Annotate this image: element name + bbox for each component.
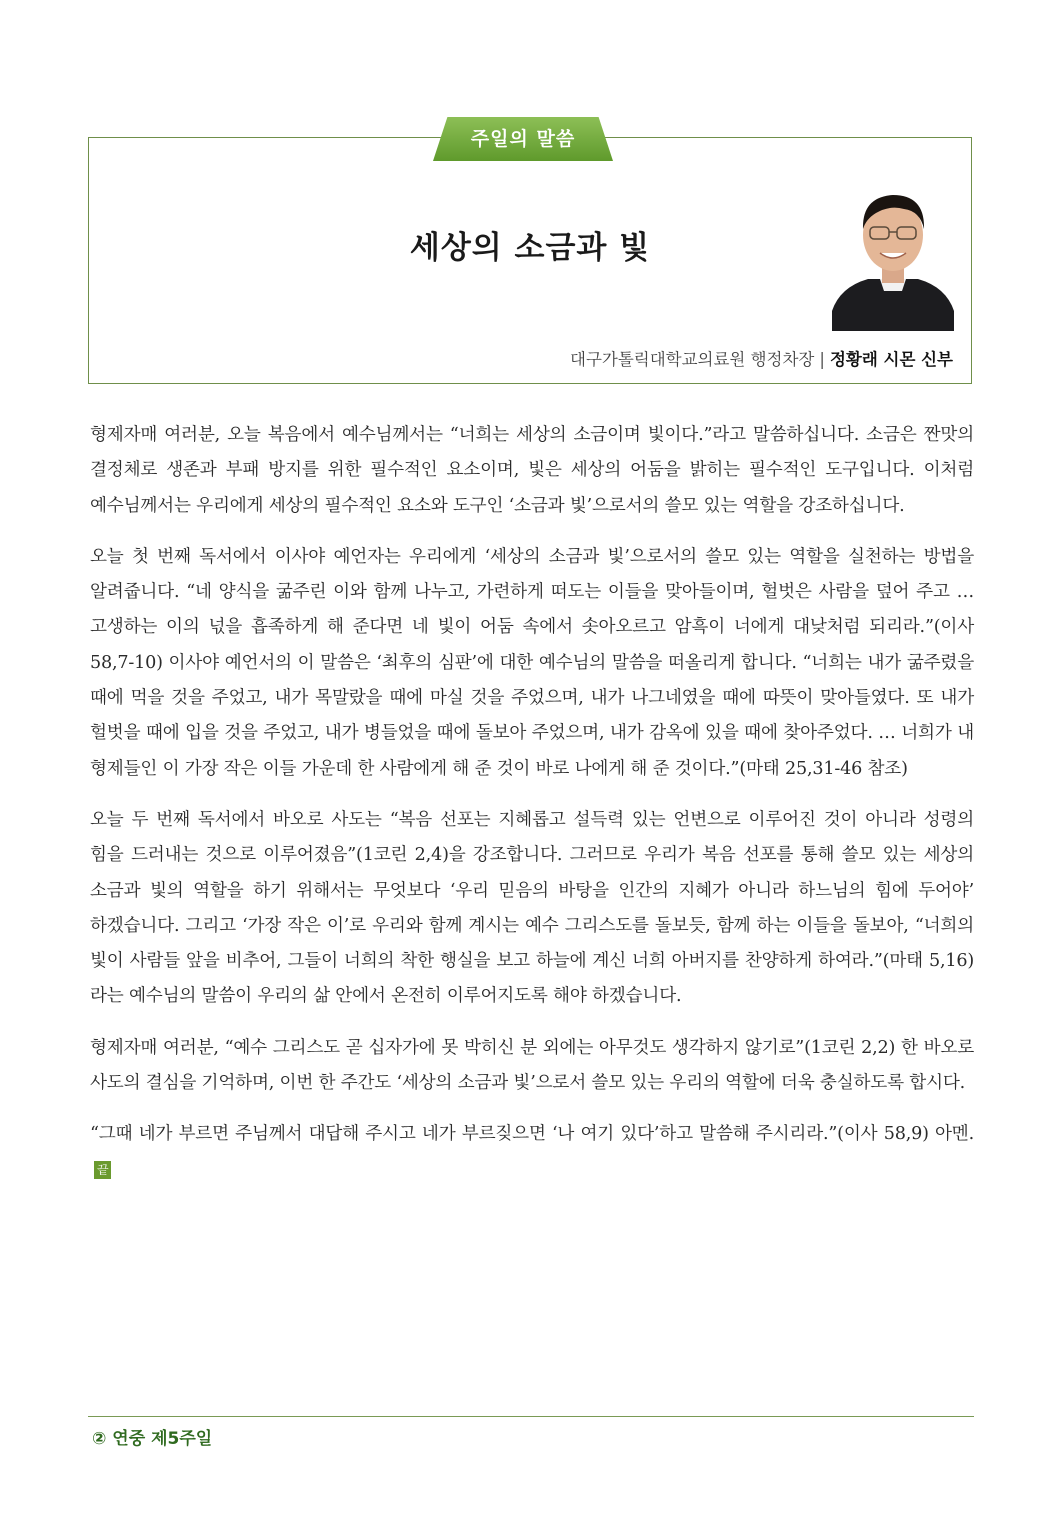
footer-divider bbox=[88, 1416, 974, 1417]
byline-separator: | bbox=[819, 350, 825, 369]
paragraph-1: 형제자매 여러분, 오늘 복음에서 예수님께서는 “너희는 세상의 소금이며 빛이다.”라고 말씀하십니다. 소금은 짠맛의 결정체로 생존과 부패 방지를 위한 필수적인 요소이며, 빛은 세상의 어둠을 밝히는 필수적인 도구입니다. 이처럼 예수님께서는 우리에게 세상의 필수적인 요소와 도구인 ‘소금과 빛’으로서의 쓸모 있는 역할을 강조하십니다. bbox=[90, 425, 974, 516]
closing-prayer-text: “그때 네가 부르면 주님께서 대답해 주시고 네가 부르짖으면 ‘나 여기 있다’하고 말씀해 주시리라.”(이사 58,9) 아멘. bbox=[90, 1124, 974, 1145]
article-body bbox=[90, 418, 974, 1204]
page-title: 세상의 소금과 빛 bbox=[409, 230, 651, 266]
byline bbox=[570, 346, 953, 370]
author-affiliation: 대구가톨릭대학교의료원 행정차장 bbox=[570, 350, 815, 369]
paragraph-3: 오늘 두 번째 독서에서 바오로 사도는 “복음 선포는 지혜롭고 설득력 있는 언변으로 이루어진 것이 아니라 성령의 힘을 드러내는 것으로 이루어졌음”(1코린 2,4)을 강조합니다. 그러므로 우리가 복음 선포를 통해 쓸모 있는 세상의 소금과 빛의 역할을 하기 위해서는 무엇보다 ‘우리 믿음의 바탕을 인간의 지혜가 아니라 하느님의 힘에 두어야’ 하겠습니다. 그리고 ‘가장 작은 이’로 우리와 함께 계시는 예수 그리스도를 돌보듯, 함께 하는 이들을 돌보아, “너희의 빛이 사람들 앞을 비추어, 그들이 너희의 착한 행실을 보고 하늘에 계신 너희 아버지를 찬양하게 하여라.”(마태 5,16)라는 예수님의 말씀이 우리의 삶 안에서 온전히 이루어지도록 해야 하겠습니다. bbox=[90, 809, 974, 1007]
footer-page-label: ② 연중 제5주일 bbox=[92, 1429, 213, 1449]
paragraph-4: 형제자매 여러분, “예수 그리스도 곧 십자가에 못 박히신 분 외에는 아무것도 생각하지 않기로”(1코린 2,2) 한 바오로 사도의 결심을 기억하며, 이번 한 주간도 ‘세상의 소금과 빛’으로서 쓸모 있는 우리의 역할에 더욱 충실하도록 합시다. bbox=[90, 1037, 974, 1094]
paragraph-2: 오늘 첫 번째 독서에서 이사야 예언자는 우리에게 ‘세상의 소금과 빛’으로서의 쓸모 있는 역할을 실천하는 방법을 알려줍니다. “네 양식을 굶주린 이와 함께 나누고, 가련하게 떠도는 이들을 맞아들이며, 헐벗은 사람을 덮어 주고 … 고생하는 이의 넋을 흡족하게 해 준다면 네 빛이 어둠 속에서 솟아오르고 암흑이 너에게 대낮처럼 되리라.”(이사 58,7-10) 이사야 예언서의 이 말씀은 ‘최후의 심판’에 대한 예수님의 말씀을 떠올리게 합니다. “너희는 내가 굶주렸을 때에 먹을 것을 주었고, 내가 목말랐을 때에 마실 것을 주었으며, 내가 나그네였을 때에 따뜻이 맞아들였다. 또 내가 헐벗을 때에 입을 것을 주었고, 내가 병들었을 때에 돌보아 주었으며, 내가 감옥에 있을 때에 찾아주었다. … 너희가 내 형제들인 이 가장 작은 이들 가운데 한 사람에게 해 준 것이 바로 나에게 해 준 것이다.”(마태 25,31-46 참조) bbox=[90, 546, 974, 779]
author-photo bbox=[832, 183, 954, 331]
paragraph-5 bbox=[90, 1117, 974, 1188]
section-tab bbox=[433, 117, 613, 161]
end-mark: 끝 bbox=[94, 1161, 111, 1179]
author-name: 정황래 시몬 신부 bbox=[829, 350, 953, 369]
section-tab-label: 주일의 말씀 bbox=[470, 128, 576, 150]
